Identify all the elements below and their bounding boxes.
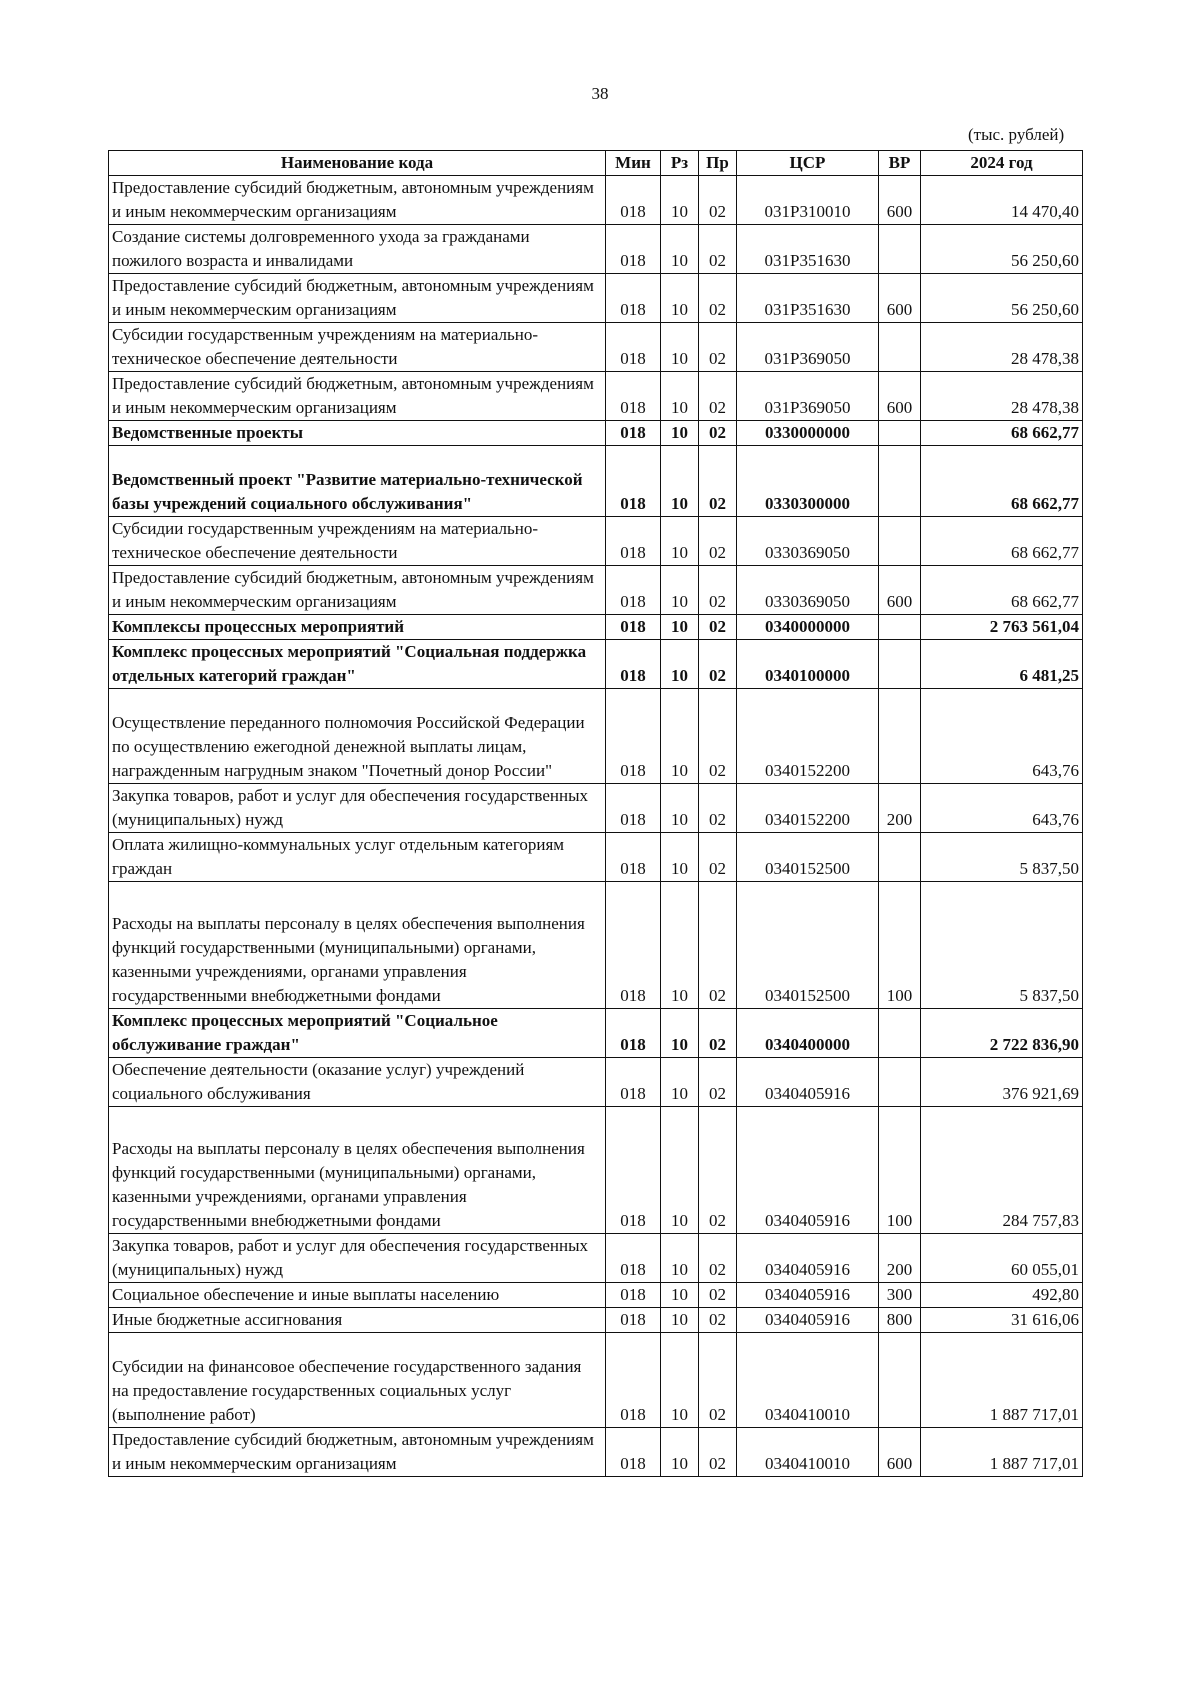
table-row: [109, 1283, 1083, 1308]
row-csr: 031P310010: [737, 176, 879, 225]
row-sum: 1 887 717,01: [921, 1428, 1083, 1477]
row-min: 018: [606, 1283, 661, 1308]
row-vr: 600: [879, 566, 921, 615]
row-min: 018: [606, 1107, 661, 1234]
row-vr: 600: [879, 1428, 921, 1477]
row-sum: 68 662,77: [921, 566, 1083, 615]
row-csr: 0340405916: [737, 1107, 879, 1234]
table-row: [109, 1009, 1083, 1058]
row-name: Обеспечение деятельности (оказание услуг) учреждений социального обслуживания: [109, 1058, 606, 1107]
table-row: [109, 1234, 1083, 1283]
header-vr: ВР: [879, 151, 921, 176]
row-sum: 68 662,77: [921, 446, 1083, 517]
table-row: [109, 323, 1083, 372]
row-name: Закупка товаров, работ и услуг для обеспечения государственных (муниципальных) нужд: [109, 784, 606, 833]
row-sum: 1 887 717,01: [921, 1333, 1083, 1428]
row-sum: 643,76: [921, 689, 1083, 784]
row-csr: 031P351630: [737, 274, 879, 323]
row-rz: 10: [661, 1283, 699, 1308]
row-sum: 2 722 836,90: [921, 1009, 1083, 1058]
row-csr: 0340152500: [737, 882, 879, 1009]
row-vr: [879, 225, 921, 274]
row-vr: [879, 517, 921, 566]
row-name: Ведомственные проекты: [109, 421, 606, 446]
table-row: [109, 421, 1083, 446]
row-min: 018: [606, 1428, 661, 1477]
row-min: 018: [606, 274, 661, 323]
table-row: [109, 372, 1083, 421]
row-min: 018: [606, 689, 661, 784]
row-sum: 643,76: [921, 784, 1083, 833]
header-min: Мин: [606, 151, 661, 176]
row-vr: [879, 1333, 921, 1428]
table-row: [109, 882, 1083, 1009]
row-pr: 02: [699, 615, 737, 640]
row-rz: 10: [661, 640, 699, 689]
row-rz: 10: [661, 833, 699, 882]
row-min: 018: [606, 833, 661, 882]
row-name: Осуществление переданного полномочия Российской Федерации по осуществлению ежегодной денежной выплаты лицам, награжденным нагрудным знаком "Почетный донор России": [109, 689, 606, 784]
row-csr: 0340405916: [737, 1308, 879, 1333]
row-rz: 10: [661, 566, 699, 615]
row-vr: 100: [879, 882, 921, 1009]
row-min: 018: [606, 1009, 661, 1058]
row-min: 018: [606, 225, 661, 274]
row-vr: 600: [879, 176, 921, 225]
row-rz: 10: [661, 784, 699, 833]
row-vr: [879, 1009, 921, 1058]
row-csr: 031P369050: [737, 372, 879, 421]
row-name: Иные бюджетные ассигнования: [109, 1308, 606, 1333]
row-pr: 02: [699, 1107, 737, 1234]
row-name: Создание системы долговременного ухода за гражданами пожилого возраста и инвалидами: [109, 225, 606, 274]
row-min: 018: [606, 1333, 661, 1428]
row-name: Предоставление субсидий бюджетным, автономным учреждениям и иным некоммерческим организациям: [109, 274, 606, 323]
row-name: Расходы на выплаты персоналу в целях обеспечения выполнения функций государственными (муниципальными) органами, казенными учреждениями, органами управления государственными внебюджетными фондами: [109, 882, 606, 1009]
row-min: 018: [606, 1234, 661, 1283]
row-min: 018: [606, 640, 661, 689]
units-label: (тыс. рублей): [968, 125, 1065, 144]
row-vr: [879, 640, 921, 689]
row-sum: 68 662,77: [921, 517, 1083, 566]
row-min: 018: [606, 882, 661, 1009]
table-row: [109, 517, 1083, 566]
row-sum: 6 481,25: [921, 640, 1083, 689]
row-name: Оплата жилищно-коммунальных услуг отдельным категориям граждан: [109, 833, 606, 882]
row-name: Субсидии государственным учреждениям на материально-техническое обеспечение деятельности: [109, 323, 606, 372]
row-rz: 10: [661, 615, 699, 640]
row-vr: 300: [879, 1283, 921, 1308]
row-min: 018: [606, 1308, 661, 1333]
row-sum: 2 763 561,04: [921, 615, 1083, 640]
row-rz: 10: [661, 882, 699, 1009]
row-pr: 02: [699, 833, 737, 882]
table-row: [109, 615, 1083, 640]
row-min: 018: [606, 615, 661, 640]
row-pr: 02: [699, 446, 737, 517]
row-pr: 02: [699, 640, 737, 689]
row-sum: 14 470,40: [921, 176, 1083, 225]
row-csr: 0330369050: [737, 517, 879, 566]
row-csr: 031P351630: [737, 225, 879, 274]
row-name: Комплекс процессных мероприятий "Социальное обслуживание граждан": [109, 1009, 606, 1058]
row-pr: 02: [699, 566, 737, 615]
row-pr: 02: [699, 1428, 737, 1477]
row-pr: 02: [699, 1009, 737, 1058]
row-rz: 10: [661, 176, 699, 225]
table-row: [109, 689, 1083, 784]
row-rz: 10: [661, 372, 699, 421]
row-rz: 10: [661, 446, 699, 517]
row-rz: 10: [661, 1308, 699, 1333]
table-row: [109, 1428, 1083, 1477]
row-name: Комплекс процессных мероприятий "Социальная поддержка отдельных категорий граждан": [109, 640, 606, 689]
row-rz: 10: [661, 323, 699, 372]
table-row: [109, 225, 1083, 274]
row-min: 018: [606, 517, 661, 566]
row-sum: 56 250,60: [921, 225, 1083, 274]
row-rz: 10: [661, 1428, 699, 1477]
row-min: 018: [606, 421, 661, 446]
row-pr: 02: [699, 1333, 737, 1428]
row-csr: 0340152200: [737, 784, 879, 833]
row-csr: 0330000000: [737, 421, 879, 446]
row-sum: 31 616,06: [921, 1308, 1083, 1333]
row-vr: 100: [879, 1107, 921, 1234]
row-pr: 02: [699, 784, 737, 833]
row-vr: [879, 833, 921, 882]
table-row: [109, 1308, 1083, 1333]
row-vr: [879, 615, 921, 640]
row-csr: 0330300000: [737, 446, 879, 517]
row-pr: 02: [699, 1234, 737, 1283]
row-pr: 02: [699, 517, 737, 566]
table-row: [109, 274, 1083, 323]
row-csr: 0340405916: [737, 1234, 879, 1283]
row-csr: 0340100000: [737, 640, 879, 689]
row-sum: 5 837,50: [921, 882, 1083, 1009]
row-pr: 02: [699, 323, 737, 372]
row-rz: 10: [661, 517, 699, 566]
row-vr: 200: [879, 1234, 921, 1283]
row-csr: 0340400000: [737, 1009, 879, 1058]
row-pr: 02: [699, 689, 737, 784]
table-row: [109, 176, 1083, 225]
row-sum: 284 757,83: [921, 1107, 1083, 1234]
header-pr: Пр: [699, 151, 737, 176]
row-pr: 02: [699, 225, 737, 274]
row-pr: 02: [699, 882, 737, 1009]
row-rz: 10: [661, 1009, 699, 1058]
row-csr: 0340152500: [737, 833, 879, 882]
row-sum: 68 662,77: [921, 421, 1083, 446]
table-row: [109, 784, 1083, 833]
row-sum: 60 055,01: [921, 1234, 1083, 1283]
row-pr: 02: [699, 372, 737, 421]
row-pr: 02: [699, 421, 737, 446]
row-pr: 02: [699, 176, 737, 225]
row-name: Ведомственный проект "Развитие материально-технической базы учреждений социального обслуживания": [109, 446, 606, 517]
row-pr: 02: [699, 1308, 737, 1333]
row-name: Предоставление субсидий бюджетным, автономным учреждениям и иным некоммерческим организациям: [109, 372, 606, 421]
row-name: Предоставление субсидий бюджетным, автономным учреждениям и иным некоммерческим организациям: [109, 176, 606, 225]
row-csr: 031P369050: [737, 323, 879, 372]
row-min: 018: [606, 784, 661, 833]
header-name: Наименование кода: [109, 151, 606, 176]
row-vr: 600: [879, 274, 921, 323]
header-rz: Рз: [661, 151, 699, 176]
header-sum: 2024 год: [921, 151, 1083, 176]
row-rz: 10: [661, 1333, 699, 1428]
budget-table: [108, 150, 1083, 1477]
row-csr: 0340000000: [737, 615, 879, 640]
row-min: 018: [606, 176, 661, 225]
row-pr: 02: [699, 274, 737, 323]
row-sum: 376 921,69: [921, 1058, 1083, 1107]
row-csr: 0340405916: [737, 1058, 879, 1107]
row-csr: 0340405916: [737, 1283, 879, 1308]
table-header-row: [109, 151, 1083, 176]
row-csr: 0340410010: [737, 1428, 879, 1477]
row-sum: 28 478,38: [921, 372, 1083, 421]
row-min: 018: [606, 566, 661, 615]
row-name: Субсидии на финансовое обеспечение государственного задания на предоставление государственных социальных услуг (выполнение работ): [109, 1333, 606, 1428]
row-min: 018: [606, 372, 661, 421]
row-name: Расходы на выплаты персоналу в целях обеспечения выполнения функций государственными (муниципальными) органами, казенными учреждениями, органами управления государственными внебюджетными фондами: [109, 1107, 606, 1234]
row-rz: 10: [661, 225, 699, 274]
row-name: Закупка товаров, работ и услуг для обеспечения государственных (муниципальных) нужд: [109, 1234, 606, 1283]
row-min: 018: [606, 446, 661, 517]
row-pr: 02: [699, 1283, 737, 1308]
row-pr: 02: [699, 1058, 737, 1107]
row-rz: 10: [661, 1058, 699, 1107]
row-csr: 0340410010: [737, 1333, 879, 1428]
table-body: [109, 176, 1083, 1477]
row-name: Комплексы процессных мероприятий: [109, 615, 606, 640]
row-name: Субсидии государственным учреждениям на материально-техническое обеспечение деятельности: [109, 517, 606, 566]
row-vr: [879, 421, 921, 446]
table-row: [109, 446, 1083, 517]
row-rz: 10: [661, 1107, 699, 1234]
table-row: [109, 1333, 1083, 1428]
row-vr: 800: [879, 1308, 921, 1333]
table-row: [109, 833, 1083, 882]
row-vr: [879, 323, 921, 372]
row-min: 018: [606, 1058, 661, 1107]
row-name: Предоставление субсидий бюджетным, автономным учреждениям и иным некоммерческим организациям: [109, 566, 606, 615]
table-row: [109, 640, 1083, 689]
row-sum: 492,80: [921, 1283, 1083, 1308]
row-name: Предоставление субсидий бюджетным, автономным учреждениям и иным некоммерческим организациям: [109, 1428, 606, 1477]
row-csr: 0330369050: [737, 566, 879, 615]
row-vr: 600: [879, 372, 921, 421]
row-vr: [879, 446, 921, 517]
table-row: [109, 1107, 1083, 1234]
row-sum: 28 478,38: [921, 323, 1083, 372]
row-vr: [879, 1058, 921, 1107]
row-csr: 0340152200: [737, 689, 879, 784]
row-rz: 10: [661, 421, 699, 446]
header-csr: ЦСР: [737, 151, 879, 176]
table-row: [109, 566, 1083, 615]
row-rz: 10: [661, 274, 699, 323]
row-rz: 10: [661, 1234, 699, 1283]
row-min: 018: [606, 323, 661, 372]
table-row: [109, 1058, 1083, 1107]
row-name: Социальное обеспечение и иные выплаты населению: [109, 1283, 606, 1308]
row-rz: 10: [661, 689, 699, 784]
row-vr: [879, 689, 921, 784]
row-vr: 200: [879, 784, 921, 833]
row-sum: 56 250,60: [921, 274, 1083, 323]
row-sum: 5 837,50: [921, 833, 1083, 882]
page-number: 38: [591, 84, 609, 103]
